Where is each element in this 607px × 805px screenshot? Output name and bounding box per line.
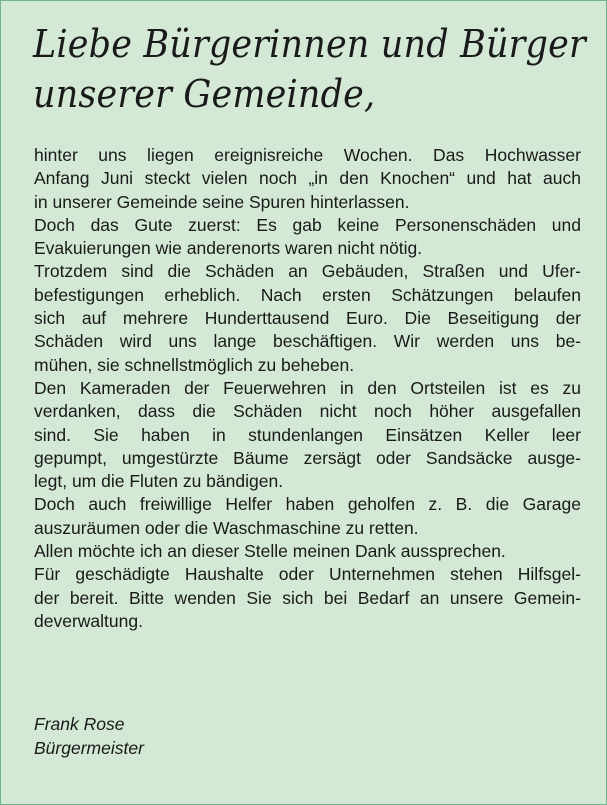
body-line: Den Kameraden der Feuerwehren in den Ortsteilen ist es zu (34, 377, 581, 398)
signature-block (34, 713, 144, 760)
body-line: Trotzdem sind die Schäden an Gebäuden, Straßen und Ufer- (34, 261, 581, 282)
body-line: sind. Sie haben in stundenlangen Einsätzen Keller leer (34, 424, 581, 445)
body-line: Evakuierungen wie anderenorts waren nicht nötig. (34, 238, 423, 259)
body-line: legt, um die Fluten zu bändigen. (34, 471, 284, 492)
salutation-line-2: unserer Gemeinde, (33, 72, 376, 116)
body-line: Doch das Gute zuerst: Es gab keine Personenschäden und (34, 214, 581, 235)
body-line: Für geschädigte Haushalte oder Unternehmen stehen Hilfsgel- (34, 564, 581, 585)
body-line: auszuräumen oder die Waschmaschine zu retten. (34, 517, 419, 538)
body-line: gepumpt, umgestürzte Bäume zersägt oder Sandsäcke ausge- (34, 447, 581, 468)
body-line: Doch auch freiwillige Helfer haben geholfen z. B. die Garage (34, 494, 581, 515)
body-line: sich auf mehrere Hunderttausend Euro. Die Beseitigung der (34, 308, 581, 329)
letter-salutation (33, 19, 586, 119)
body-line: Allen möchte ich an dieser Stelle meinen Dank aussprechen. (34, 541, 506, 562)
body-line: deverwaltung. (34, 610, 143, 631)
signer-title: Bürgermeister (34, 737, 144, 758)
signer-name: Frank Rose (34, 714, 125, 734)
body-line: verdanken, dass die Schäden nicht noch höher ausgefallen (34, 401, 581, 422)
letter-body (34, 144, 581, 633)
body-line: befestigungen erheblich. Nach ersten Schätzungen belaufen (34, 284, 581, 305)
salutation-line-1: Liebe Bürgerinnen und Bürger (33, 22, 586, 66)
body-line: in unserer Gemeinde seine Spuren hinterlassen. (34, 191, 410, 212)
body-line: der bereit. Bitte wenden Sie sich bei Bedarf an unsere Gemein- (34, 587, 581, 608)
body-line: Schäden wird uns lange beschäftigen. Wir werden uns be- (34, 331, 581, 352)
body-line: hinter uns liegen ereignisreiche Wochen. Das Hochwasser (34, 145, 581, 165)
body-line: mühen, sie schnellstmöglich zu beheben. (34, 354, 355, 375)
body-line: Anfang Juni steckt vielen noch „in den Knochen“ und hat auch (34, 168, 581, 189)
